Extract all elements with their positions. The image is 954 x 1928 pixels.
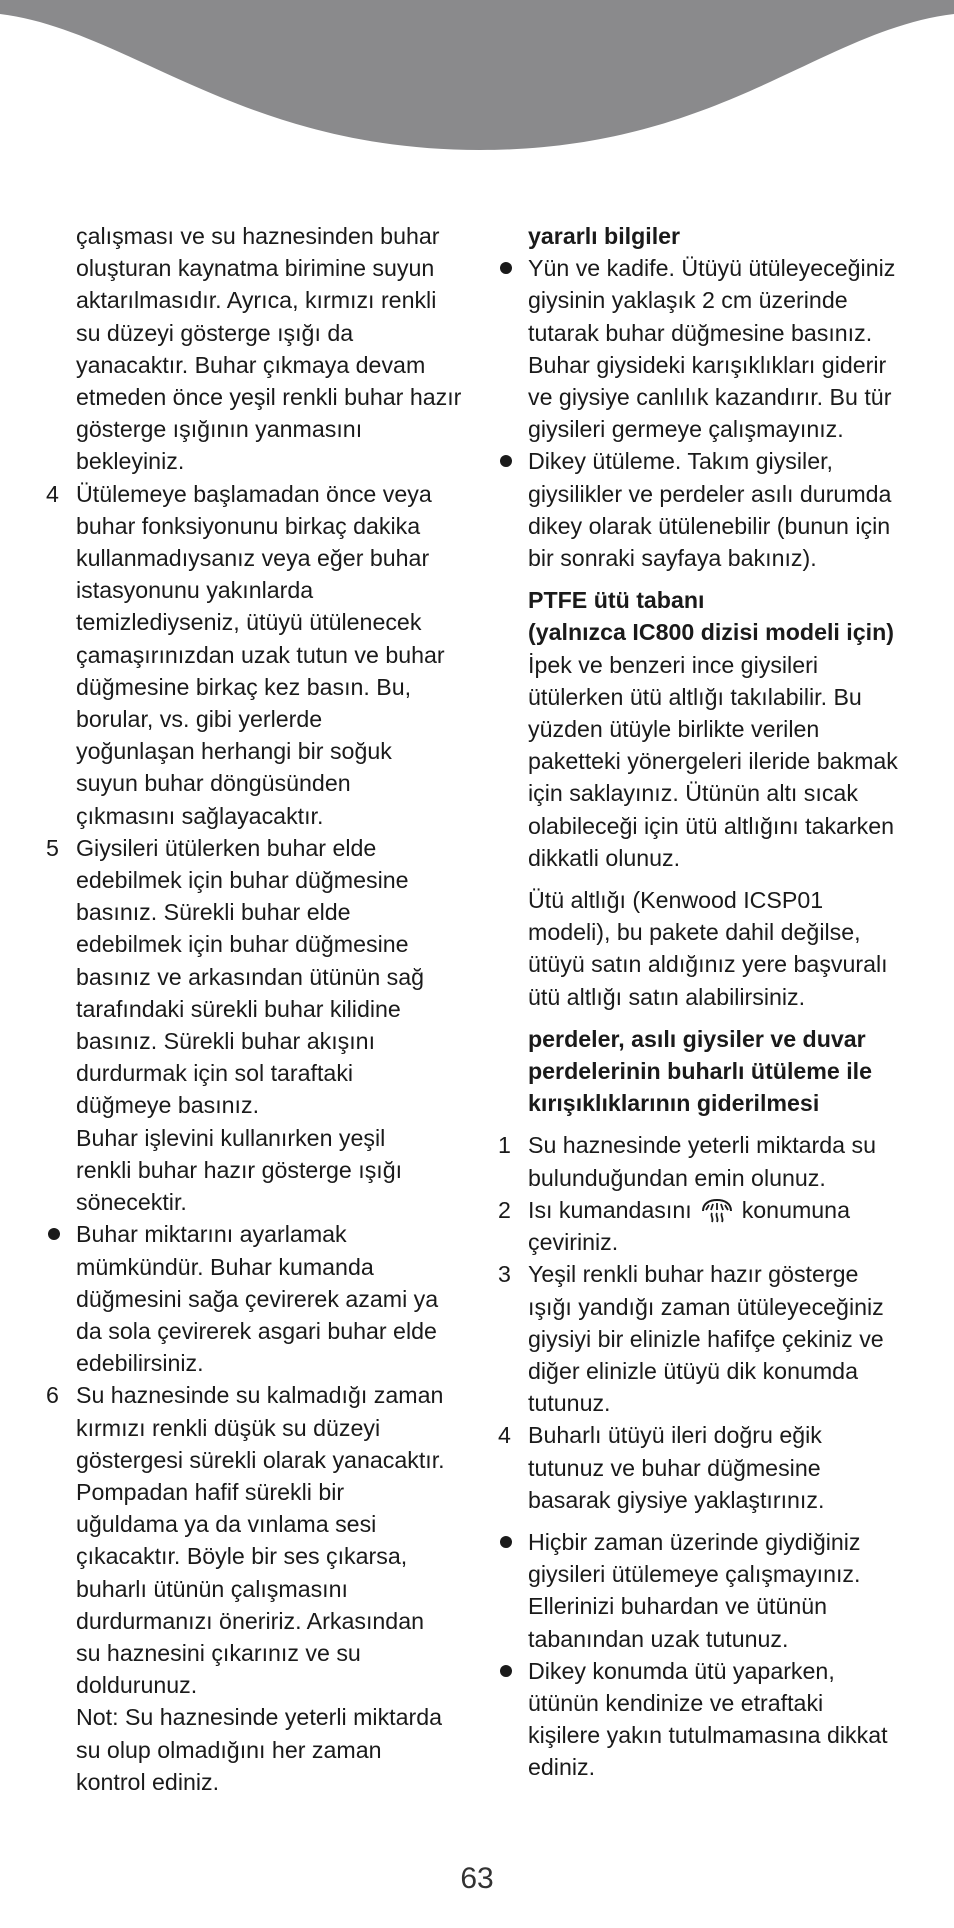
step-number: 2 xyxy=(498,1196,511,1223)
text-line: Buhar miktarını ayarlamak xyxy=(76,1221,347,1248)
bullet-steam-amount xyxy=(46,1218,476,1379)
text-line: kişilere yakın tutulmamasına dikkat xyxy=(528,1722,888,1749)
step-number: 4 xyxy=(46,480,59,507)
step-4 xyxy=(46,478,476,832)
text-line: sönecektir. xyxy=(76,1189,187,1216)
text-line: aktarılmasıdır. Ayrıca, kırmızı renkli xyxy=(76,287,437,314)
text-line: Giysileri ütülerken buhar elde xyxy=(76,834,377,861)
text-line: dikkatli olunuz. xyxy=(528,844,681,871)
text-line: diğer elinizle ütüyü dik konumda xyxy=(528,1357,858,1384)
vertical-steaming-heading xyxy=(498,1023,918,1120)
text-line: suyun buhar döngüsünden xyxy=(76,770,351,797)
text-line: edebilmek için buhar düğmesine xyxy=(76,931,409,958)
text-line: Not: Su haznesinde yeterli miktarda xyxy=(76,1704,443,1731)
text-line: giysilikler ve perdeler asılı durumda xyxy=(528,480,892,507)
text-line: çıkacaktır. Böyle bir ses çıkarsa, xyxy=(76,1543,408,1570)
text-line: Ütü altlığı (Kenwood ICSP01 xyxy=(528,887,824,914)
tips-heading xyxy=(498,220,918,252)
text-line xyxy=(528,1194,918,1226)
right-column xyxy=(498,220,918,1784)
heading-text: yararlı bilgiler xyxy=(528,223,681,249)
text-line: Pompadan hafif sürekli bir xyxy=(76,1478,345,1505)
step-6 xyxy=(46,1379,476,1798)
ptfe-paragraph-2 xyxy=(498,884,918,1013)
bullet-icon xyxy=(48,1228,60,1240)
warning-vertical-position xyxy=(498,1655,918,1784)
text-line: giysiyi bir elinizle hafifçe çekiniz ve xyxy=(528,1325,884,1352)
text-line: basınız. Sürekli buhar elde xyxy=(76,899,351,926)
text-line: ışığı yandığı zaman ütüleyeceğiniz xyxy=(528,1293,884,1320)
text-line: etmeden önce yeşil renkli buhar hazır xyxy=(76,384,462,411)
text-line: çeviriniz. xyxy=(528,1229,619,1256)
vertical-step-1 xyxy=(498,1129,918,1193)
text-line: ütü altlığı satın alabilirsiniz. xyxy=(528,983,806,1010)
text-line: doldurunuz. xyxy=(76,1672,198,1699)
heading-text: kırışıklıklarının giderilmesi xyxy=(528,1090,820,1117)
text-line: durdurmak için sol taraftaki xyxy=(76,1060,354,1087)
step-number: 4 xyxy=(498,1422,511,1449)
text-line: Hiçbir zaman üzerinde giydiğiniz xyxy=(528,1528,861,1555)
text-line: modeli), bu pakete dahil değilse, xyxy=(528,919,861,946)
text-line: giysileri germeye çalışmayınız. xyxy=(528,416,844,443)
left-column xyxy=(46,220,476,1798)
text-line: yanacaktır. Buhar çıkmaya devam xyxy=(76,351,426,378)
steam-symbol-icon xyxy=(700,1197,734,1223)
text-line: tabanından uzak tutunuz. xyxy=(528,1625,789,1652)
text-before-icon: Isı kumandasını xyxy=(528,1196,692,1223)
text-line: olabileceği için ütü altlığını takarken xyxy=(528,812,895,839)
text-line: basınız ve arkasından ütünün sağ xyxy=(76,963,425,990)
step-number: 6 xyxy=(46,1382,59,1409)
text-line: çıkmasını sağlayacaktır. xyxy=(76,802,324,829)
text-line: ütüyü satın aldığınız yere başvuralı xyxy=(528,951,888,978)
text-line: bekleyiniz. xyxy=(76,448,185,475)
text-line: kullanmadıysanız veya eğer buhar xyxy=(76,545,430,572)
ptfe-paragraph-1 xyxy=(498,649,918,874)
text-line: su düzeyi gösterge ışığı da xyxy=(76,319,354,346)
text-line: düğmesini sağa çevirerek azami ya xyxy=(76,1285,439,1312)
bullet-icon xyxy=(500,1665,512,1677)
text-line: kırmızı renkli düşük su düzeyi xyxy=(76,1414,381,1441)
text-line: çamaşırınızdan uzak tutun ve buhar xyxy=(76,641,445,668)
text-line: kontrol ediniz. xyxy=(76,1768,220,1795)
text-line: buhar fonksiyonunu birkaç dakika xyxy=(76,512,421,539)
bullet-icon xyxy=(500,262,512,274)
text-line: dikey olarak ütülenebilir (bunun için xyxy=(528,512,891,539)
text-line: giysinin yaklaşık 2 cm üzerinde xyxy=(528,287,848,314)
step-number: 3 xyxy=(498,1261,511,1288)
text-line: edebilirsiniz. xyxy=(76,1350,204,1377)
text-line: basınız. Sürekli buhar akışını xyxy=(76,1028,376,1055)
continuation-paragraph xyxy=(46,220,476,478)
step-5 xyxy=(46,832,476,1218)
text-line: uğuldama ya da vınlama sesi xyxy=(76,1511,377,1538)
text-line: Su haznesinde su kalmadığı zaman xyxy=(76,1382,444,1409)
text-line: bulunduğundan emin olunuz. xyxy=(528,1164,826,1191)
page-number: 63 xyxy=(460,1862,494,1895)
text-line: basarak giysiye yaklaştırınız. xyxy=(528,1486,825,1513)
text-line: Dikey ütüleme. Takım giysiler, xyxy=(528,448,833,475)
vertical-step-2 xyxy=(498,1194,918,1258)
text-line: su olup olmadığını her zaman xyxy=(76,1736,382,1763)
text-line: borular, vs. gibi yerlerde xyxy=(76,706,323,733)
text-line: Yeşil renkli buhar hazır gösterge xyxy=(528,1261,859,1288)
text-line: yüzden ütüyle birlikte verilen xyxy=(528,716,820,743)
text-line: su haznesini çıkarınız ve su xyxy=(76,1639,361,1666)
text-line: yoğunlaşan herhangi bir soğuk xyxy=(76,738,392,765)
text-line: buharlı ütünün çalışmasını xyxy=(76,1575,348,1602)
tip-vertical-ironing xyxy=(498,445,918,574)
text-line: göstergesi sürekli olarak yanacaktır. xyxy=(76,1446,445,1473)
text-line: mümkündür. Buhar kumanda xyxy=(76,1253,374,1280)
heading-text: PTFE ütü tabanı xyxy=(528,587,705,614)
text-line: temizlediyseniz, ütüyü ütülenecek xyxy=(76,609,422,636)
heading-text: perdelerinin buharlı ütüleme ile xyxy=(528,1058,873,1085)
text-line: istasyonunu yakınlarda xyxy=(76,577,314,604)
vertical-step-4 xyxy=(498,1419,918,1516)
text-line: Buhar giysideki karışıklıkları giderir xyxy=(528,351,887,378)
text-line: Su haznesinde yeterli miktarda su xyxy=(528,1132,876,1159)
text-line: ve giysiye canlılık kazandırır. Bu tür xyxy=(528,384,892,411)
heading-text: (yalnızca IC800 dizisi modeli için) xyxy=(528,619,894,646)
text-line: durdurmanızı öneririz. Arkasından xyxy=(76,1607,424,1634)
header-wave-band xyxy=(0,0,954,160)
text-line: tarafındaki sürekli buhar kilidine xyxy=(76,995,401,1022)
text-line: Ütülemeye başlamadan önce veya xyxy=(76,480,432,507)
vertical-step-3 xyxy=(498,1258,918,1419)
text-line: tutunuz. xyxy=(528,1390,611,1417)
text-after-icon: konumuna xyxy=(741,1196,850,1223)
text-line: Buhar işlevini kullanırken yeşil xyxy=(76,1124,386,1151)
text-line: Yün ve kadife. Ütüyü ütüleyeceğiniz xyxy=(528,255,896,282)
text-line: da sola çevirerek asgari buhar elde xyxy=(76,1317,437,1344)
text-line: için saklayınız. Ütünün altı sıcak xyxy=(528,780,858,807)
heading-text: perdeler, asılı giysiler ve duvar xyxy=(528,1025,866,1052)
text-line: bir sonraki sayfaya bakınız). xyxy=(528,545,817,572)
text-line: düğmesine birkaç kez basın. Bu, xyxy=(76,673,412,700)
text-line: ütülerken ütü altlığı takılabilir. Bu xyxy=(528,683,862,710)
text-line: oluşturan kaynatma birimine suyun xyxy=(76,255,435,282)
step-number: 1 xyxy=(498,1132,511,1159)
text-line: tutunuz ve buhar düğmesine xyxy=(528,1454,821,1481)
step-number: 5 xyxy=(46,834,59,861)
text-line: ediniz. xyxy=(528,1754,596,1781)
text-line: Dikey konumda ütü yaparken, xyxy=(528,1657,835,1684)
text-line: paketteki yönergeleri ileride bakmak xyxy=(528,748,898,775)
text-line: edebilmek için buhar düğmesine xyxy=(76,867,409,894)
text-line: ütünün kendinize ve etraftaki xyxy=(528,1689,824,1716)
text-line: Ellerinizi buhardan ve ütünün xyxy=(528,1593,828,1620)
text-line: Buharlı ütüyü ileri doğru eğik xyxy=(528,1422,822,1449)
bullet-icon xyxy=(500,1536,512,1548)
ptfe-heading xyxy=(498,584,918,648)
warning-worn-clothes xyxy=(498,1526,918,1655)
bullet-icon xyxy=(500,455,512,467)
text-line: gösterge ışığının yanmasını xyxy=(76,416,363,443)
tip-wool-velvet xyxy=(498,252,918,445)
text-line: renkli buhar hazır gösterge ışığı xyxy=(76,1156,403,1183)
text-line: İpek ve benzeri ince giysileri xyxy=(528,651,818,678)
text-line: giysileri ütülemeye çalışmayınız. xyxy=(528,1561,861,1588)
text-line: çalışması ve su haznesinden buhar xyxy=(76,223,440,249)
text-line: tutarak buhar düğmesine basınız. xyxy=(528,319,873,346)
text-line: düğmeye basınız. xyxy=(76,1092,260,1119)
